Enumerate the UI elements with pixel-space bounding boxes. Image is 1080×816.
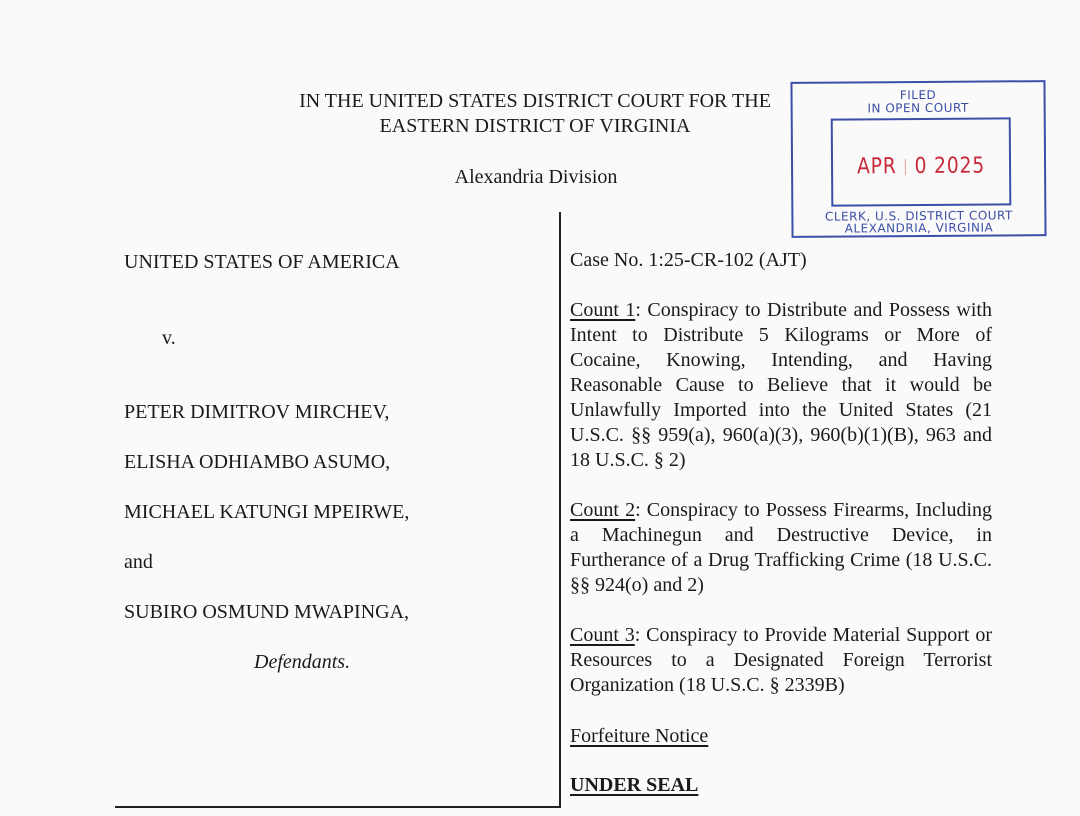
count-2 xyxy=(570,498,992,598)
court-name-line1: IN THE UNITED STATES DISTRICT COURT FOR THE xyxy=(299,90,771,112)
caption-bottom-rule xyxy=(115,806,560,808)
stamp-divider xyxy=(905,159,906,175)
filed-stamp xyxy=(790,80,1046,238)
caption-divider xyxy=(559,212,561,808)
forfeiture-notice: Forfeiture Notice xyxy=(570,725,709,747)
count-label: Count 1 xyxy=(570,299,636,321)
under-seal-label: UNDER SEAL xyxy=(570,774,699,796)
defendant-name: MICHAEL KATUNGI MPEIRWE, xyxy=(124,501,410,523)
and-conjunction: and xyxy=(124,551,153,573)
counts-list xyxy=(570,298,992,698)
stamp-filed-text: FILED xyxy=(899,87,937,103)
count-label: Count 2 xyxy=(570,499,636,521)
count-3 xyxy=(570,623,992,698)
count-text: : Conspiracy to Possess Firearms, Including a Machinegun and Destructive Device, in Furtherance of a Drug Trafficking Crime (18 U.S.C. §§ 924(o) and 2) xyxy=(570,499,992,596)
count-1 xyxy=(570,298,992,473)
stamp-clerk-text: CLERK, U.S. DISTRICT COURT xyxy=(824,208,1013,224)
count-label: Count 3 xyxy=(570,624,635,646)
count-text: : Conspiracy to Distribute and Possess with Intent to Distribute 5 Kilograms or More of Cocaine, Knowing, Intending, and Having Reasonable Cause to Believe that it would be Unlawfully Imported into the United States (21 U.S.C. §§ 959(a), 960(a)(3), 960(b)(1)(B), 963 and 18 U.S.C. § 2) xyxy=(570,299,992,471)
defendant-name: ELISHA ODHIAMBO ASUMO, xyxy=(124,451,391,473)
plaintiff-name: UNITED STATES OF AMERICA xyxy=(124,251,400,273)
defendant-name: PETER DIMITROV MIRCHEV, xyxy=(124,401,390,423)
stamp-location-text: ALEXANDRIA, VIRGINIA xyxy=(844,220,994,236)
versus-label: v. xyxy=(162,327,176,349)
defendants-label: Defendants. xyxy=(254,651,351,673)
case-number: Case No. 1:25-CR-102 (AJT) xyxy=(570,249,807,271)
stamp-month: APR xyxy=(856,154,897,180)
defendant-name: SUBIRO OSMUND MWAPINGA, xyxy=(124,601,410,623)
stamp-date-box xyxy=(831,117,1012,206)
stamp-open-court-text: IN OPEN COURT xyxy=(867,100,969,116)
stamp-date xyxy=(846,153,996,179)
count-text: : Conspiracy to Provide Material Support or Resources to a Designated Foreign Terrorist Organization (18 U.S.C. § 2339B) xyxy=(570,624,992,696)
division-heading: Alexandria Division xyxy=(454,166,618,188)
stamp-day-year: 0 2025 xyxy=(914,153,986,180)
court-name-line2: EASTERN DISTRICT OF VIRGINIA xyxy=(379,115,691,137)
